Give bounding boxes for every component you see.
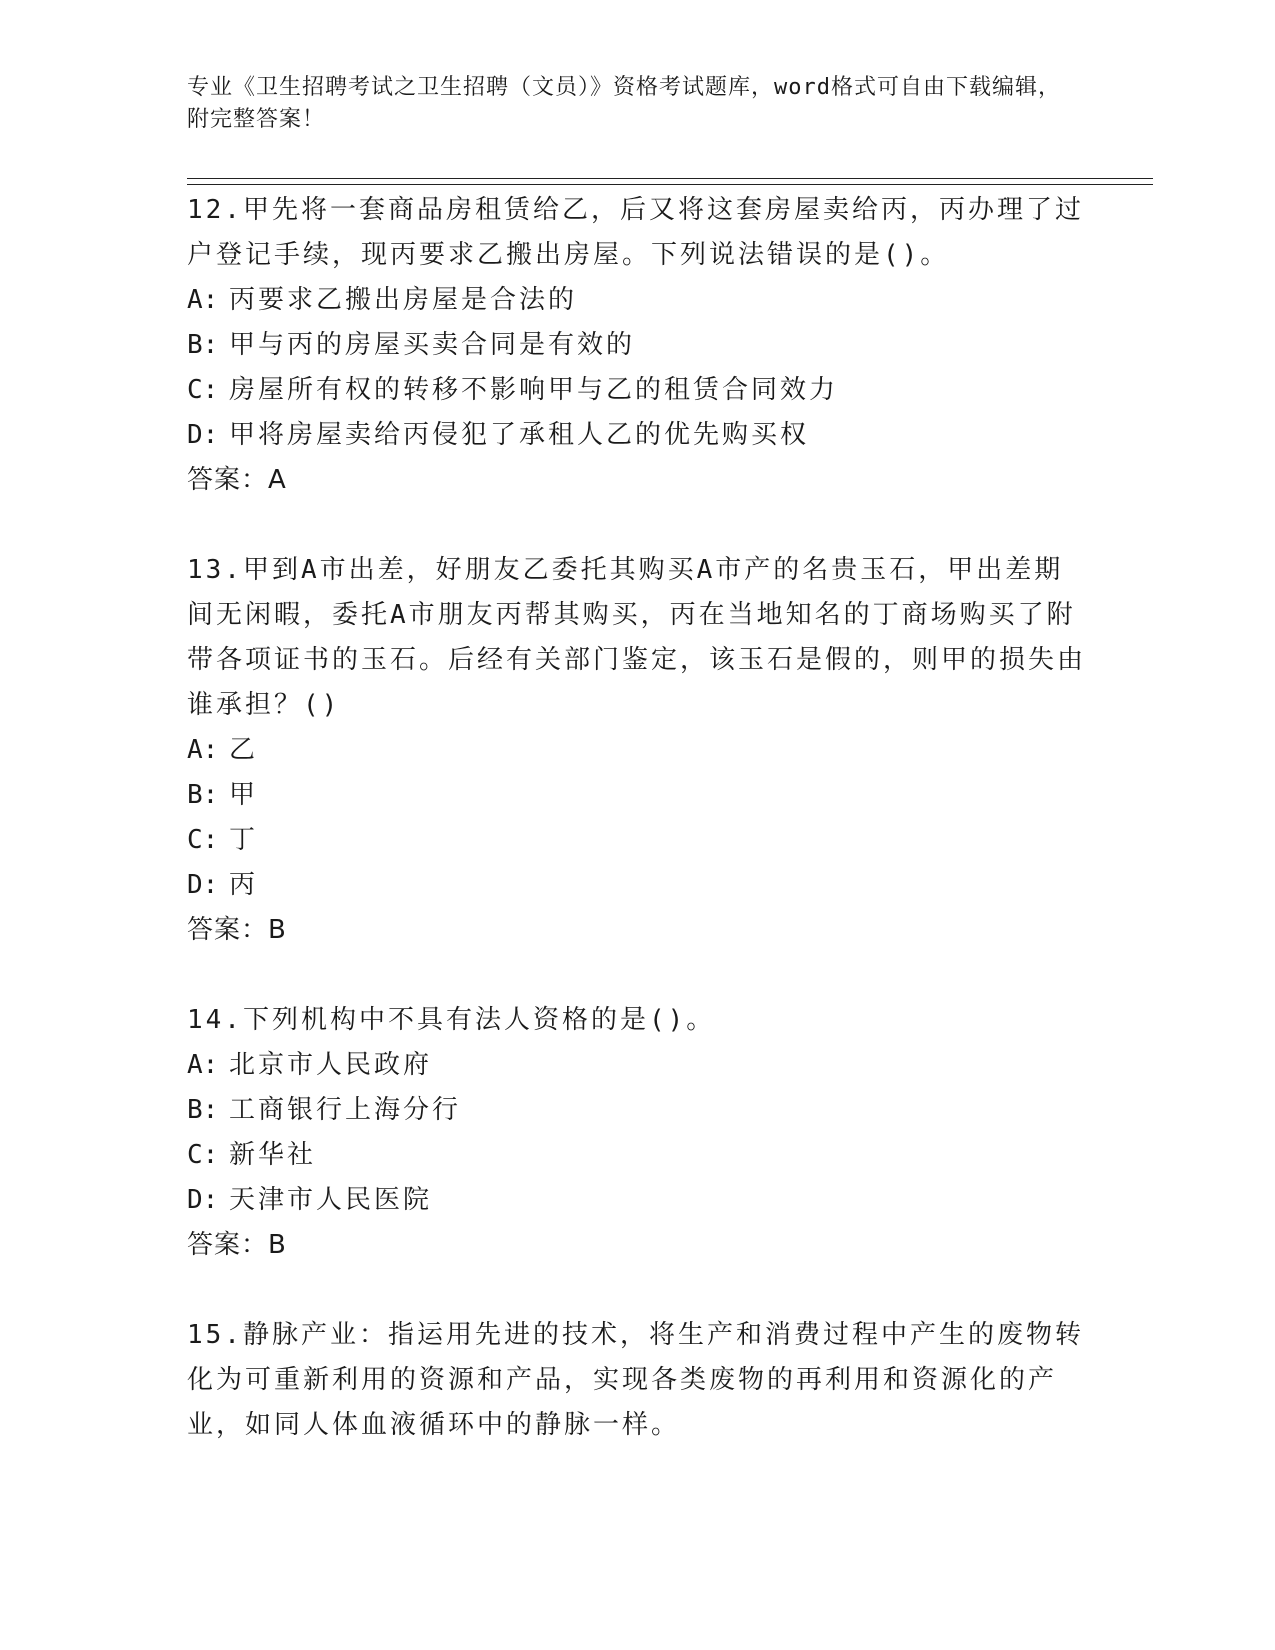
option-text: 甲将房屋卖给丙侵犯了承租人乙的优先购买权: [229, 420, 810, 450]
option-letter: B:: [187, 330, 219, 360]
option-letter: C:: [187, 825, 219, 855]
question-15: [187, 1313, 1087, 1448]
option-d: [187, 863, 1087, 908]
question-12: [187, 188, 1087, 503]
option-c: [187, 368, 1087, 413]
option-text: 丙: [229, 870, 259, 900]
option-text: 天津市人民医院: [229, 1185, 433, 1215]
question-text: 12.甲先将一套商品房租赁给乙，后又将这套房屋卖给丙，丙办理了过户登记手续，现丙要求乙搬出房屋。下列说法错误的是()。: [187, 195, 1084, 270]
answer: 答案：B: [187, 915, 287, 945]
answer: 答案：B: [187, 1230, 287, 1260]
option-text: 丙要求乙搬出房屋是合法的: [229, 285, 578, 315]
header-rule-bottom: [187, 184, 1153, 185]
option-letter: A:: [187, 285, 219, 315]
answer: 答案：A: [187, 465, 287, 495]
option-letter: D:: [187, 870, 219, 900]
question-text: 15.静脉产业：指运用先进的技术，将生产和消费过程中产生的废物转化为可重新利用的资源和产品，实现各类废物的再利用和资源化的产业，如同人体血液循环中的静脉一样。: [187, 1320, 1084, 1440]
option-text: 甲与丙的房屋买卖合同是有效的: [229, 330, 636, 360]
document-header: 专业《卫生招聘考试之卫生招聘（文员）》资格考试题库，word格式可自由下载编辑，附完整答案！: [187, 75, 1061, 132]
option-text: 工商银行上海分行: [229, 1095, 462, 1125]
question-list: [187, 188, 1087, 1448]
option-d: [187, 413, 1087, 458]
option-letter: D:: [187, 1185, 219, 1215]
option-letter: B:: [187, 780, 219, 810]
option-text: 北京市人民政府: [229, 1050, 433, 1080]
question-text: 14.下列机构中不具有法人资格的是()。: [187, 1005, 716, 1035]
spacer: [187, 1268, 1087, 1313]
option-c: [187, 818, 1087, 863]
option-letter: D:: [187, 420, 219, 450]
option-a: [187, 278, 1087, 323]
option-a: [187, 728, 1087, 773]
option-letter: C:: [187, 1140, 219, 1170]
option-text: 丁: [229, 825, 259, 855]
option-letter: A:: [187, 735, 219, 765]
option-letter: A:: [187, 1050, 219, 1080]
spacer: [187, 953, 1087, 998]
option-text: 甲: [229, 780, 259, 810]
option-text: 新华社: [229, 1140, 317, 1170]
option-c: [187, 1133, 1087, 1178]
question-13: [187, 548, 1087, 953]
question-text: 13.甲到A市出差，好朋友乙委托其购买A市产的名贵玉石，甲出差期间无闲暇，委托A市朋友丙帮其购买，丙在当地知名的丁商场购买了附带各项证书的玉石。后经有关部门鉴定，该玉石是假的，则甲的损失由谁承担？(): [187, 555, 1087, 720]
option-d: [187, 1178, 1087, 1223]
option-a: [187, 1043, 1087, 1088]
spacer: [187, 503, 1087, 548]
option-b: [187, 323, 1087, 368]
question-14: [187, 998, 1087, 1268]
option-letter: C:: [187, 375, 219, 405]
option-text: 房屋所有权的转移不影响甲与乙的租赁合同效力: [229, 375, 839, 405]
option-letter: B:: [187, 1095, 219, 1125]
option-text: 乙: [229, 735, 259, 765]
option-b: [187, 773, 1087, 818]
header-rule-top: [187, 178, 1153, 179]
option-b: [187, 1088, 1087, 1133]
